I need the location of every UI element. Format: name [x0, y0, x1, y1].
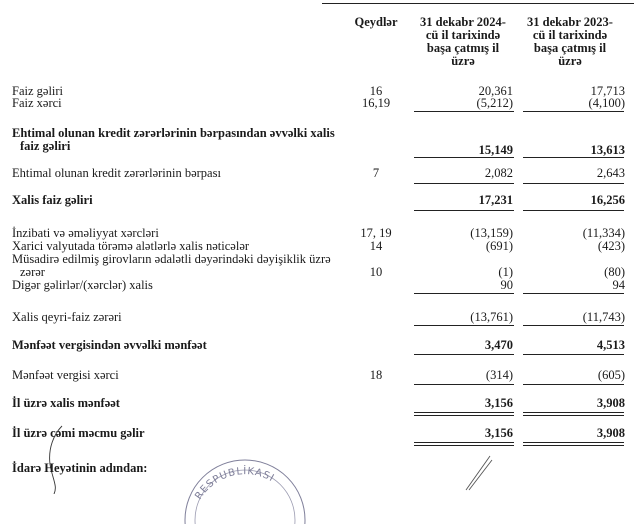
- row-profit-before-tax: [0, 338, 639, 352]
- row-value-2023: 13,613: [590, 143, 625, 157]
- header-top-rule: [322, 3, 634, 4]
- row-note: 10: [369, 265, 383, 279]
- signature-stroke: [40, 424, 70, 494]
- row-value-2023: 94: [612, 278, 625, 292]
- underline-2023: [523, 183, 624, 184]
- double-underline-2024: [414, 445, 514, 446]
- row-value-2024: (314): [485, 368, 513, 382]
- row-value-2023: (11,334): [582, 226, 625, 240]
- underline-2024: [414, 111, 514, 112]
- row-label: İl üzrə xalis mənfəət: [12, 396, 120, 410]
- underline-2023: [523, 325, 624, 326]
- underline-2023: [523, 412, 624, 413]
- underline-2023: [523, 384, 624, 385]
- row-note: 17, 19: [360, 226, 392, 240]
- underline-2024: [414, 210, 514, 211]
- row-note: 16,19: [361, 96, 391, 110]
- row-value-2023: (11,743): [582, 310, 625, 324]
- header-2023: [518, 16, 622, 68]
- row-value-2023: (4,100): [588, 96, 625, 110]
- row-label: Xalis qeyri-faiz zərəri: [12, 310, 122, 324]
- row-value-2023: 17,713: [590, 84, 625, 98]
- double-underline-2023: [523, 415, 624, 416]
- row-value-2023: (80): [604, 265, 625, 279]
- row-value-2024: 3,156: [484, 426, 513, 440]
- row-value-2024: (13,159): [470, 226, 513, 240]
- signature-mark: [460, 452, 500, 492]
- underline-2024: [414, 384, 514, 385]
- row-value-2024: (691): [485, 239, 513, 253]
- row-net-profit: [0, 396, 639, 410]
- row-value-2023: (423): [597, 239, 625, 253]
- row-label: Xarici valyutada törəmə alətlərlə xalis nəticələr: [12, 239, 250, 253]
- row-value-2024: 90: [500, 278, 513, 292]
- header-2023-line: 31 dekabr 2023-: [527, 15, 613, 29]
- header-2024-line: başa çatmış il: [426, 41, 500, 55]
- row-other-income: [0, 278, 639, 292]
- row-value-2024: (13,761): [470, 310, 513, 324]
- row-label: Müsadirə edilmiş girovların ədalətli dəyərindəki dəyişiklik üzrə: [12, 252, 331, 266]
- row-value-2024: 17,231: [478, 193, 513, 207]
- double-underline-2024: [414, 415, 514, 416]
- stamp-text: RESPUBLİKASI: [193, 466, 277, 502]
- row-label-continued: faiz gəliri: [20, 139, 71, 153]
- row-net-interest-income: [0, 193, 639, 207]
- row-label: Faiz gəliri: [12, 84, 64, 98]
- row-value-2024: (1): [498, 265, 513, 279]
- row-value-2024: 3,470: [484, 338, 513, 352]
- underline-2024: [414, 412, 514, 413]
- underline-2024: [414, 183, 514, 184]
- underline-2023: [523, 157, 624, 158]
- svg-text:RESPUBLİKASI: [193, 464, 276, 502]
- row-value-2023: 4,513: [596, 338, 625, 352]
- row-label: Ehtimal olunan kredit zərərlərinin bərpasından əvvəlki xalis: [12, 126, 335, 140]
- row-label: Ehtimal olunan kredit zərərlərinin bərpası: [12, 166, 221, 180]
- header-2024: [414, 16, 512, 68]
- underline-2023: [523, 293, 624, 294]
- row-net-interest-before-ecl-values: [0, 143, 639, 157]
- row-value-2023: 3,908: [596, 426, 625, 440]
- underline-2023: [523, 354, 624, 355]
- official-stamp: [180, 454, 310, 524]
- board-label: İdarə Heyətinin adından:: [12, 461, 148, 475]
- row-label: Mənfəət vergisi xərci: [12, 368, 119, 382]
- row-net-non-interest-loss: [0, 310, 639, 324]
- row-value-2023: 2,643: [596, 166, 625, 180]
- underline-2023: [523, 442, 624, 443]
- row-label: Digər gəlirlər/(xərclər) xalis: [12, 278, 153, 292]
- row-admin-expenses: [0, 226, 639, 240]
- row-income-tax-expense: [0, 368, 639, 382]
- row-total-comprehensive-income: [0, 426, 639, 440]
- row-label-continued: zərər: [20, 265, 45, 279]
- row-note: 18: [369, 368, 383, 382]
- row-label: İnzibati və əməliyyat xərcləri: [12, 226, 159, 240]
- row-label: Faiz xərci: [12, 96, 62, 110]
- header-2023-line: üzrə: [558, 54, 582, 68]
- double-underline-2023: [523, 445, 624, 446]
- row-note: 7: [372, 166, 380, 180]
- row-value-2024: 2,082: [484, 166, 513, 180]
- header-2024-line: 31 dekabr 2024-: [420, 15, 506, 29]
- header-notes: Qeydlər: [354, 15, 398, 29]
- row-ecl-recovery: [0, 166, 639, 180]
- header-2024-line: cü il tarixində: [425, 28, 501, 42]
- row-note: 14: [369, 239, 383, 253]
- row-repossessed-collateral-line1: [0, 252, 639, 266]
- row-label: Mənfəət vergisindən əvvəlki mənfəət: [12, 338, 207, 352]
- header-2024-line: üzrə: [451, 54, 475, 68]
- underline-2024: [414, 293, 514, 294]
- row-fx-derivatives: [0, 239, 639, 253]
- header-2023-line: başa çatmış il: [533, 41, 607, 55]
- row-label: Xalis faiz gəliri: [12, 193, 93, 207]
- underline-2024: [414, 325, 514, 326]
- row-value-2023: (605): [597, 368, 625, 382]
- row-value-2023: 16,256: [590, 193, 625, 207]
- row-net-interest-before-ecl-line1: [0, 126, 639, 140]
- row-label: İl üzrə cəmi məcmu gəlir: [12, 426, 145, 440]
- underline-2023: [523, 111, 624, 112]
- underline-2024: [414, 354, 514, 355]
- row-value-2024: 3,156: [484, 396, 513, 410]
- header-2023-line: cü il tarixində: [532, 28, 608, 42]
- underline-2024: [414, 442, 514, 443]
- row-note: 16: [369, 84, 383, 98]
- row-value-2024: (5,212): [476, 96, 513, 110]
- row-value-2024: 15,149: [478, 143, 513, 157]
- row-value-2023: 3,908: [596, 396, 625, 410]
- row-interest-expense: [0, 96, 639, 110]
- row-value-2024: 20,361: [478, 84, 513, 98]
- row-repossessed-collateral: [0, 265, 639, 279]
- underline-2024: [414, 157, 514, 158]
- underline-2023: [523, 210, 624, 211]
